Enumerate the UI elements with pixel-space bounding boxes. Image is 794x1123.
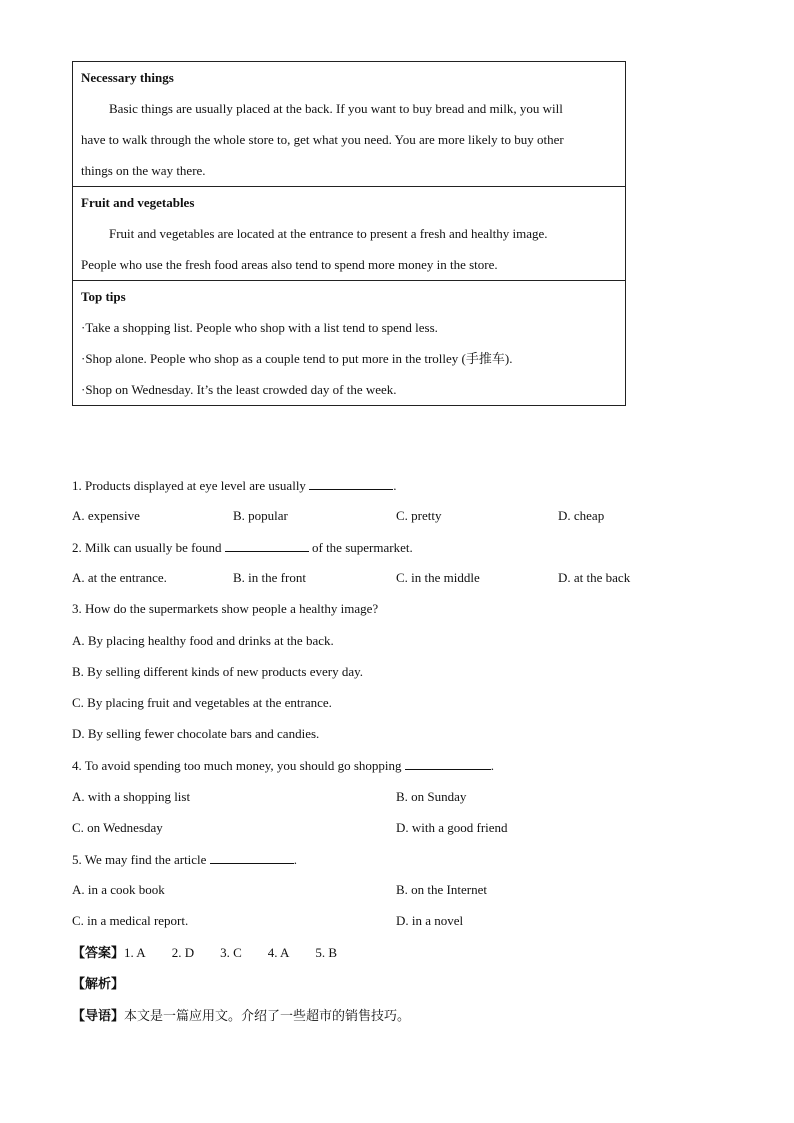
tip-line: ·Shop on Wednesday. It’s the least crowded day of the week. (81, 382, 397, 397)
section-heading: Fruit and vegetables (81, 195, 195, 210)
option-4c: C. on Wednesday (72, 820, 163, 835)
section-fruit-and-vegetables (73, 186, 625, 280)
option-4b: B. on Sunday (396, 789, 467, 804)
answer-item: 4. A (267, 945, 290, 960)
intro-text: 本文是一篇应用文。介绍了一些超市的销售技巧。 (124, 1008, 411, 1023)
option-3c: C. By placing fruit and vegetables at the entrance. (72, 695, 332, 710)
section-text-line: have to walk through the whole store to, get what you need. You are more likely to buy other (81, 132, 564, 147)
answer-blank (210, 849, 294, 864)
answer-item: 2. D (171, 945, 195, 960)
option-3b: B. By selling different kinds of new products every day. (72, 664, 363, 679)
answer-key (72, 943, 363, 963)
answer-blank (405, 755, 491, 770)
answer-item: 1. A (124, 945, 146, 960)
analysis-heading (72, 974, 124, 994)
answer-item: 5. B (315, 945, 338, 960)
option-3d: D. By selling fewer chocolate bars and candies. (72, 726, 320, 741)
option-5a: A. in a cook book (72, 882, 165, 897)
question-3 (72, 599, 378, 619)
question-text: 3. How do the supermarkets show people a healthy image? (72, 601, 379, 616)
option-2a: A. at the entrance. (72, 570, 167, 585)
question-4 (72, 755, 494, 776)
option-3a: A. By placing healthy food and drinks at the back. (72, 633, 334, 648)
option-4d: D. with a good friend (396, 820, 508, 835)
tip-line: ·Shop alone. People who shop as a couple tend to put more in the trolley (手推车). (81, 351, 513, 366)
option-1a: A. expensive (72, 508, 140, 523)
section-text-line: things on the way there. (81, 163, 206, 178)
question-text-end: . (490, 758, 494, 773)
section-text-line: Basic things are usually placed at the back. If you want to buy bread and milk, you will (109, 101, 563, 116)
section-heading: Top tips (81, 289, 126, 304)
option-1d: D. cheap (558, 508, 605, 523)
answer-blank (225, 537, 309, 552)
option-5d: D. in a novel (396, 913, 464, 928)
analysis-label: 【解析】 (72, 976, 125, 991)
question-5 (72, 849, 297, 870)
option-1c: C. pretty (396, 508, 442, 523)
option-2b: B. in the front (233, 570, 306, 585)
intro-label: 【导语】 (72, 1008, 125, 1023)
option-2c: C. in the middle (396, 570, 480, 585)
option-4a: A. with a shopping list (72, 789, 191, 804)
option-5b: B. on the Internet (396, 882, 487, 897)
section-necessary-things (73, 62, 625, 186)
tip-line: ·Take a shopping list. People who shop with a list tend to spend less. (81, 320, 438, 335)
section-text-line: People who use the fresh food areas also tend to spend more money in the store. (81, 257, 498, 272)
section-text-line: Fruit and vegetables are located at the entrance to present a fresh and healthy image. (109, 226, 548, 241)
answer-item: 3. C (220, 945, 242, 960)
answer-blank (309, 475, 393, 490)
question-text: 4. To avoid spending too much money, you should go shopping (72, 758, 402, 773)
question-2 (72, 537, 413, 558)
question-text-end: . (393, 478, 397, 493)
option-2d: D. at the back (558, 570, 631, 585)
tips-table (72, 61, 626, 406)
option-5c: C. in a medical report. (72, 913, 189, 928)
question-text: 2. Milk can usually be found (72, 540, 222, 555)
question-text: 5. We may find the article (72, 852, 207, 867)
option-1b: B. popular (233, 508, 288, 523)
question-text-end: . (293, 852, 297, 867)
question-text: 1. Products displayed at eye level are usually (72, 478, 306, 493)
answer-label: 【答案】 (72, 945, 125, 960)
question-text-end: of the supermarket. (311, 540, 413, 555)
intro-line (72, 1006, 410, 1026)
section-top-tips (73, 280, 625, 405)
question-1 (72, 475, 396, 496)
section-heading: Necessary things (81, 70, 174, 85)
